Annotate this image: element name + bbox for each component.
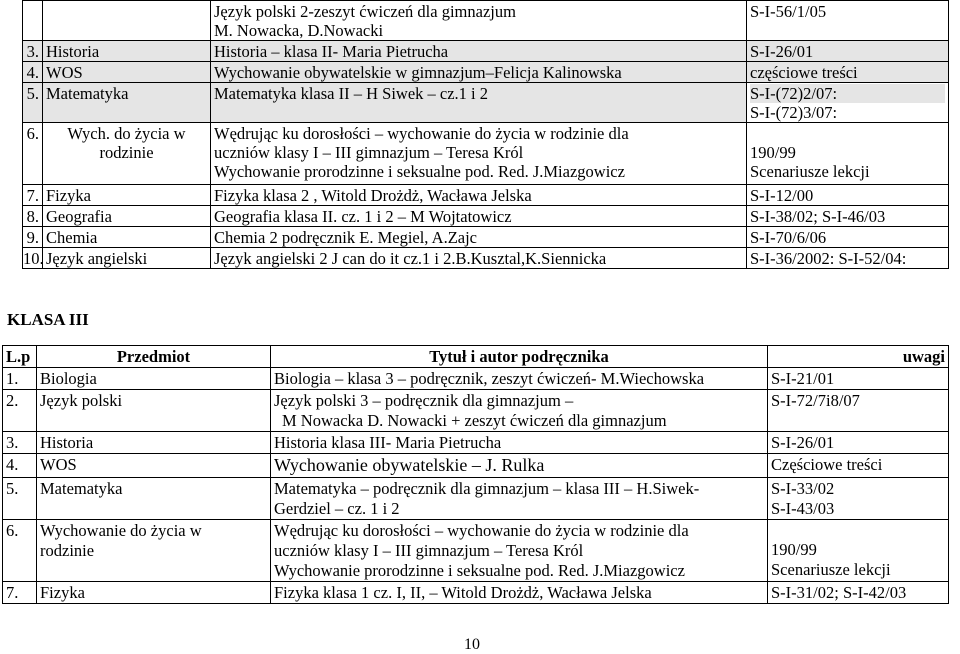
title-line: uczniów klasy I – III gimnazjum – Teresa Król bbox=[214, 143, 524, 162]
subject-line: rodzinie bbox=[40, 541, 95, 560]
title-cell: Historia – klasa II- Maria Pietrucha bbox=[211, 41, 747, 62]
table-row bbox=[3, 582, 949, 604]
title-cell: Fizyka klasa 1 cz. I, II, – Witold Drożdż, Wacława Jelska bbox=[271, 582, 768, 604]
subject-cell: Fizyka bbox=[37, 582, 271, 604]
subject-cell bbox=[43, 1, 211, 41]
table-row bbox=[3, 368, 949, 390]
table-row bbox=[23, 41, 949, 62]
table-row bbox=[23, 83, 949, 123]
row-number: 9. bbox=[23, 227, 43, 248]
row-number: 1. bbox=[3, 368, 37, 390]
header-lp: L.p bbox=[3, 346, 37, 368]
title-line: Gerdziel – cz. 1 i 2 bbox=[274, 499, 400, 518]
subject-cell: Język polski bbox=[37, 390, 271, 432]
title-cell bbox=[211, 123, 747, 185]
title-cell: Język angielski 2 J can do it cz.1 i 2.B.Kusztal,K.Siennicka bbox=[211, 248, 747, 269]
remarks-line: S-I-56/1/05 bbox=[750, 2, 827, 21]
remarks-cell: S-I-12/00 bbox=[747, 185, 949, 206]
remarks-line: Scenariusze lekcji bbox=[771, 560, 891, 579]
table-row bbox=[23, 248, 949, 269]
table-row bbox=[3, 478, 949, 520]
remarks-cell bbox=[768, 520, 949, 582]
row-number: 3. bbox=[23, 41, 43, 62]
row-number bbox=[23, 1, 43, 41]
title-line: Wędrując ku dorosłości – wychowanie do życia w rodzinie dla bbox=[274, 521, 689, 540]
subject-line: Wychowanie do życia w bbox=[40, 521, 202, 540]
table-row bbox=[23, 227, 949, 248]
remarks-line: S-I-(72)2/07: bbox=[750, 84, 945, 103]
row-number: 6. bbox=[23, 123, 43, 185]
subject-cell: Historia bbox=[43, 41, 211, 62]
subject-cell: Matematyka bbox=[37, 478, 271, 520]
title-line: Biologia – klasa 3 – podręcznik, zeszyt ćwiczeń- M.Wiechowska bbox=[274, 369, 705, 388]
title-line: Język polski 2-zeszyt ćwiczeń dla gimnazjum bbox=[214, 2, 516, 21]
table-row bbox=[3, 390, 949, 432]
remarks-line: S-I-(72)3/07: bbox=[750, 103, 838, 122]
remarks-line: 190/99 bbox=[771, 540, 817, 559]
table-row bbox=[23, 185, 949, 206]
remarks-cell bbox=[747, 123, 949, 185]
title-line: M Nowacka D. Nowacki + zeszyt ćwiczeń dla gimnazjum bbox=[282, 411, 667, 430]
title-cell: Wychowanie obywatelskie – J. Rulka bbox=[271, 454, 768, 478]
remarks-cell: S-I-26/01 bbox=[747, 41, 949, 62]
textbook-table-klasa-ii bbox=[22, 0, 949, 269]
row-number: 5. bbox=[3, 478, 37, 520]
row-number: 6. bbox=[3, 520, 37, 582]
title-line: Język polski 3 – podręcznik dla gimnazjum – bbox=[274, 391, 574, 410]
section-heading: KLASA III bbox=[7, 310, 89, 329]
remarks-line: 190/99 bbox=[750, 143, 796, 162]
title-line: uczniów klasy I – III gimnazjum – Teresa Król bbox=[274, 541, 584, 560]
remarks-line: S-I-33/02 bbox=[771, 479, 835, 498]
subject-cell: Wych. do życia w rodzinie bbox=[43, 123, 211, 185]
subject-cell: WOS bbox=[43, 62, 211, 83]
textbook-table-klasa-iii bbox=[2, 345, 949, 604]
table-row bbox=[3, 432, 949, 454]
header-title: Tytuł i autor podręcznika bbox=[271, 346, 768, 368]
remarks-cell: S-I-31/02; S-I-42/03 bbox=[768, 582, 949, 604]
table-row bbox=[23, 123, 949, 185]
title-cell: Fizyka klasa 2 , Witold Drożdż, Wacława Jelska bbox=[211, 185, 747, 206]
subject-cell: Geografia bbox=[43, 206, 211, 227]
row-number: 5. bbox=[23, 83, 43, 123]
remarks-cell: S-I-21/01 bbox=[768, 368, 949, 390]
table-row bbox=[23, 1, 949, 41]
title-cell: Geografia klasa II. cz. 1 i 2 – M Wojtatowicz bbox=[211, 206, 747, 227]
title-line: M. Nowacka, D.Nowacki bbox=[214, 21, 384, 40]
subject-cell: Język angielski bbox=[43, 248, 211, 269]
title-cell: Matematyka klasa II – H Siwek – cz.1 i 2 bbox=[211, 83, 747, 123]
remarks-cell bbox=[747, 83, 949, 123]
remarks-cell: S-I-36/2002: S-I-52/04: bbox=[747, 248, 949, 269]
remarks-cell bbox=[768, 478, 949, 520]
row-number: 3. bbox=[3, 432, 37, 454]
row-number: 2. bbox=[3, 390, 37, 432]
title-cell bbox=[211, 1, 747, 41]
table-row bbox=[23, 62, 949, 83]
subject-cell bbox=[37, 520, 271, 582]
header-remarks: uwagi bbox=[768, 346, 949, 368]
table-row bbox=[3, 520, 949, 582]
row-number: 7. bbox=[23, 185, 43, 206]
row-number: 4. bbox=[3, 454, 37, 478]
remarks-line: Scenariusze lekcji bbox=[750, 162, 870, 181]
remarks-line: S-I-43/03 bbox=[771, 499, 835, 518]
table-row bbox=[23, 206, 949, 227]
title-cell: Historia klasa III- Maria Pietrucha bbox=[271, 432, 768, 454]
remarks-cell: S-I-38/02; S-I-46/03 bbox=[747, 206, 949, 227]
title-cell: Chemia 2 podręcznik E. Megiel, A.Zajc bbox=[211, 227, 747, 248]
subject-cell: Historia bbox=[37, 432, 271, 454]
table-header-row bbox=[3, 346, 949, 368]
title-cell bbox=[271, 368, 768, 390]
row-number: 4. bbox=[23, 62, 43, 83]
title-cell: Wychowanie obywatelskie w gimnazjum–Felicja Kalinowska bbox=[211, 62, 747, 83]
remarks-cell: Częściowe treści bbox=[768, 454, 949, 478]
row-number: 7. bbox=[3, 582, 37, 604]
title-cell bbox=[271, 390, 768, 432]
title-cell bbox=[271, 478, 768, 520]
remarks-cell bbox=[747, 1, 949, 41]
remarks-cell: S-I-72/7i8/07 bbox=[768, 390, 949, 432]
table-row bbox=[3, 454, 949, 478]
subject-cell: Fizyka bbox=[43, 185, 211, 206]
title-cell bbox=[271, 520, 768, 582]
page-number: 10 bbox=[464, 636, 480, 653]
title-line: Wychowanie prorodzinne i seksualne pod. Red. J.Miazgowicz bbox=[274, 561, 685, 580]
remarks-cell: częściowe treści bbox=[747, 62, 949, 83]
remarks-cell: S-I-26/01 bbox=[768, 432, 949, 454]
remarks-cell: S-I-70/6/06 bbox=[747, 227, 949, 248]
title-line: Wędrując ku dorosłości – wychowanie do życia w rodzinie dla bbox=[214, 124, 629, 143]
subject-cell: WOS bbox=[37, 454, 271, 478]
title-line: Wychowanie prorodzinne i seksualne pod. Red. J.Miazgowicz bbox=[214, 162, 625, 181]
title-line: Matematyka – podręcznik dla gimnazjum – klasa III – H.Siwek- bbox=[274, 479, 700, 498]
subject-cell: Matematyka bbox=[43, 83, 211, 123]
row-number: 10. bbox=[23, 249, 44, 268]
row-number: 8. bbox=[23, 206, 43, 227]
header-subject: Przedmiot bbox=[37, 346, 271, 368]
subject-cell: Chemia bbox=[43, 227, 211, 248]
subject-cell: Biologia bbox=[37, 368, 271, 390]
